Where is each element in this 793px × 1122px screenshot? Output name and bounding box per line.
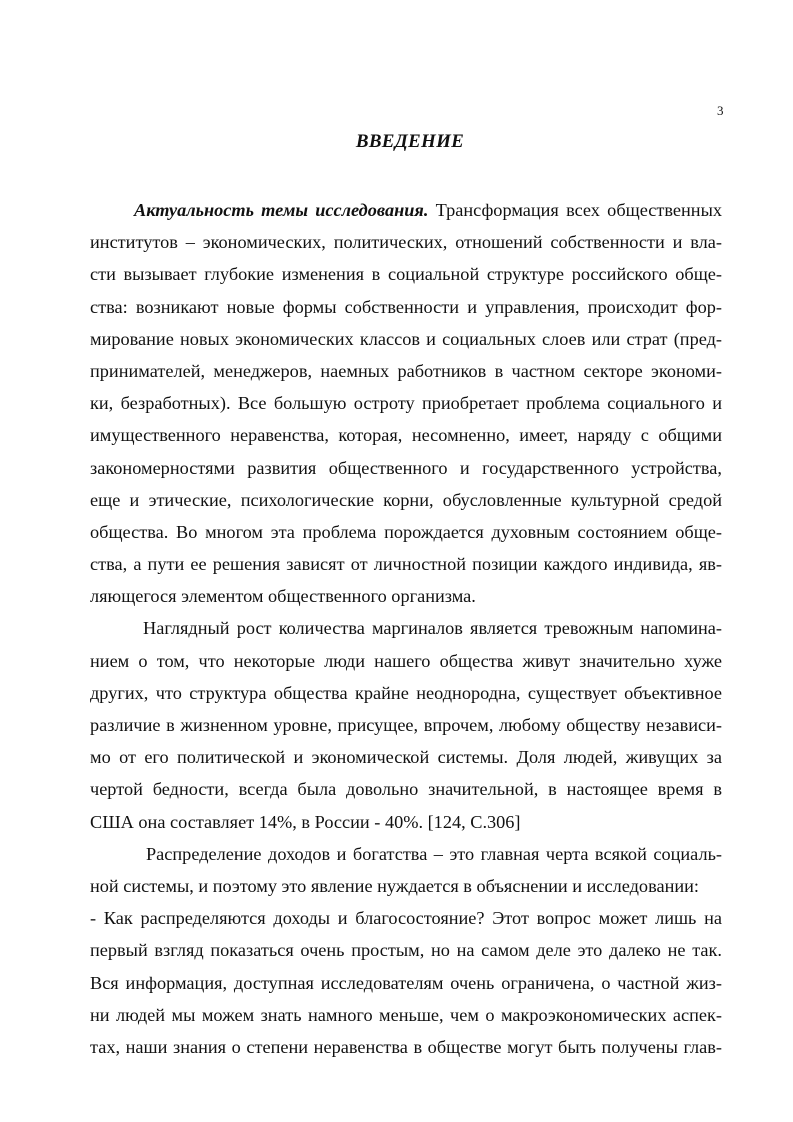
paragraph-distribution [90,838,722,902]
paragraph-line: США она составляет 14%, в России - 40%. [124, С.306] [90,811,521,832]
page-number: 3 [717,103,724,118]
page-title: ВВЕДЕНИЕ [355,131,465,152]
paragraph-question [90,902,722,1063]
paragraph-line: имущественного неравенства, которая, несомненно, имеет, наряду с общими [90,425,722,446]
paragraph-line: - Как распределяются доходы и благосостояние? Этот вопрос может лишь на [90,908,722,929]
paragraph-line: ляющегося элементом общественного организма. [90,586,476,607]
paragraph-line: ки, безработных). Все большую остроту приобретает проблема социального и [90,393,722,414]
paragraph-line: ной системы, и поэтому это явление нуждается в объяснении и исследовании: [90,875,700,896]
paragraph-line: сти вызывает глубокие изменения в социальной структуре российского обще- [90,264,722,285]
paragraph-line: Актуальность темы исследования. Трансформация всех общественных [134,200,722,220]
paragraph-line: ства, а пути ее решения зависят от личностной позиции каждого индивида, яв- [90,554,722,575]
section-lead: Актуальность темы исследования. [134,200,429,220]
paragraph-line: Распределение доходов и богатства – это главная черта всякой социаль- [146,843,722,864]
paragraph-line: принимателей, менеджеров, наемных работников в частном секторе экономи- [90,360,722,381]
paragraph-line: ни людей мы можем знать намного меньше, чем о макроэкономических аспек- [90,1004,722,1025]
paragraph-line: мо от его политической и экономической системы. Доля людей, живущих за [90,747,722,768]
paragraph-line: мирование новых экономических классов и социальных слоев или страт (пред- [90,328,722,349]
paragraph-line: ства: возникают новые формы собственности и управления, происходит фор- [90,296,722,317]
paragraph-line: общества. Во многом эта проблема порождается духовным состоянием обще- [90,521,722,542]
paragraph-line: первый взгляд показаться очень простым, но на самом деле это далеко не так. [90,940,722,961]
paragraph-line: еще и этические, психологические корни, обусловленные культурной средой [90,489,722,510]
paragraph-line: институтов – экономических, политических, отношений собственности и вла- [90,232,722,253]
paragraph-line: чертой бедности, всегда была довольно значительной, в настоящее время в [90,779,722,800]
paragraph-line: нием о том, что некоторые люди нашего общества живут значительно хуже [90,650,722,671]
body-text [90,194,722,1063]
paragraph-line: различие в жизненном уровне, присущее, впрочем, любому обществу независи- [90,715,722,735]
paragraph-line: Наглядный рост количества маргиналов является тревожным напомина- [143,618,722,639]
paragraph-relevance [90,194,722,612]
paragraph-line: тах, наши знания о степени неравенства в обществе могут быть получены глав- [90,1036,722,1057]
paragraph-marginals [90,612,722,837]
paragraph-line: закономерностями развития общественного и государственного устройства, [90,457,722,478]
paragraph-line: Вся информация, доступная исследователям очень ограничена, о частной жиз- [90,972,722,993]
paragraph-line: других, что структура общества крайне неоднородна, существует объективное [90,682,722,703]
